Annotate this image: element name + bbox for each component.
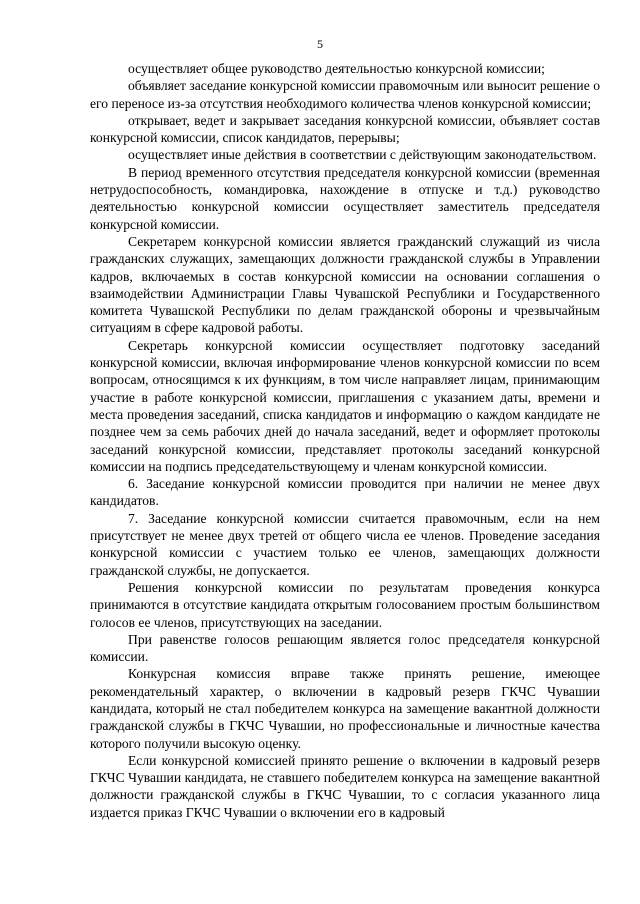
paragraph: 7. Заседание конкурсной комиссии считается правомочным, если на нем присутствует не менее двух третей от общего числа ее членов. Проведение заседания конкурсной комиссии с участием только ее членов, замещающих должности гражданской службы, не допускается. [90, 510, 600, 578]
paragraph: осуществляет общее руководство деятельностью конкурсной комиссии; [128, 61, 545, 76]
paragraph: Секретарь конкурсной комиссии осуществляет подготовку заседаний конкурсной комиссии, включая информирование членов конкурсной комиссии по всем вопросам, относящимся к их функциям, в том числе направляет лицам, принимающим участие в работе конкурсной комиссии, приглашения с указанием даты, времени и места проведения заседаний, списка кандидатов и информацию о каждом кандидате не позднее чем за семь рабочих дней до начала заседаний, ведет и оформляет протоколы заседаний конкурсной комиссии, представляет протоколы заседаний конкурсной комиссии на подпись председательствующему и членам конкурсной комиссии. [90, 337, 600, 474]
paragraph: объявляет заседание конкурсной комиссии правомочным или выносит решение о его переносе из-за отсутствия необходимого количества членов конкурсной комиссии; [90, 78, 600, 111]
paragraph: открывает, ведет и закрывает заседания конкурсной комиссии, объявляет состав конкурсной комиссии, список кандидатов, перерывы; [90, 112, 600, 146]
paragraph: Решения конкурсной комиссии по результатам проведения конкурса принимаются в отсутствие кандидата открытым голосованием простым большинством голосов ее членов, присутствующих на заседании. [90, 579, 600, 630]
paragraph: Секретарем конкурсной комиссии является гражданский служащий из числа гражданских служащих, замещающих должности гражданской службы в Управлении кадров, включаемых в состав конкурсной комиссии на основании соглашения о взаимодействии Администрации Главы Чувашской Республики и Государственного комитета Чувашской Республики по делам гражданской обороны и чрезвычайным ситуациям в сфере кадровой работы. [90, 233, 600, 336]
paragraph: При равенстве голосов решающим является голос председателя конкурсной комиссии. [90, 631, 600, 665]
paragraph: Если конкурсной комиссией принято решение о включении в кадровый резерв ГКЧС Чувашии кандидата, не ставшего победителем конкурса на замещение вакантной должности гражданской службы в ГКЧС Чувашии, то с согласия указанного лица издается приказ ГКЧС Чувашии о включении его в кадровый [90, 752, 600, 820]
paragraph: 6. Заседание конкурсной комиссии проводится при наличии не менее двух кандидатов. [90, 476, 600, 509]
paragraph: осуществляет иные действия в соответствии с действующим законодательством. [128, 147, 597, 163]
document-body [90, 60, 600, 821]
page-number: 5 [317, 37, 323, 51]
paragraph: Конкурсная комиссия вправе также принять решение, имеющее рекомендательный характер, о включении в кадровый резерв ГКЧС Чувашии кандидата, который не стал победителем конкурса на замещение вакантной должности гражданской службы в ГКЧС Чувашии, но профессиональные и личностные качества которого получили высокую оценку. [90, 666, 600, 751]
paragraph: В период временного отсутствия председателя конкурсной комиссии (временная нетрудоспособность, командировка, нахождение в отпуске и т.д.) руководство деятельностью конкурсной комиссии осуществляет заместитель председателя конкурсной комиссии. [90, 164, 600, 232]
